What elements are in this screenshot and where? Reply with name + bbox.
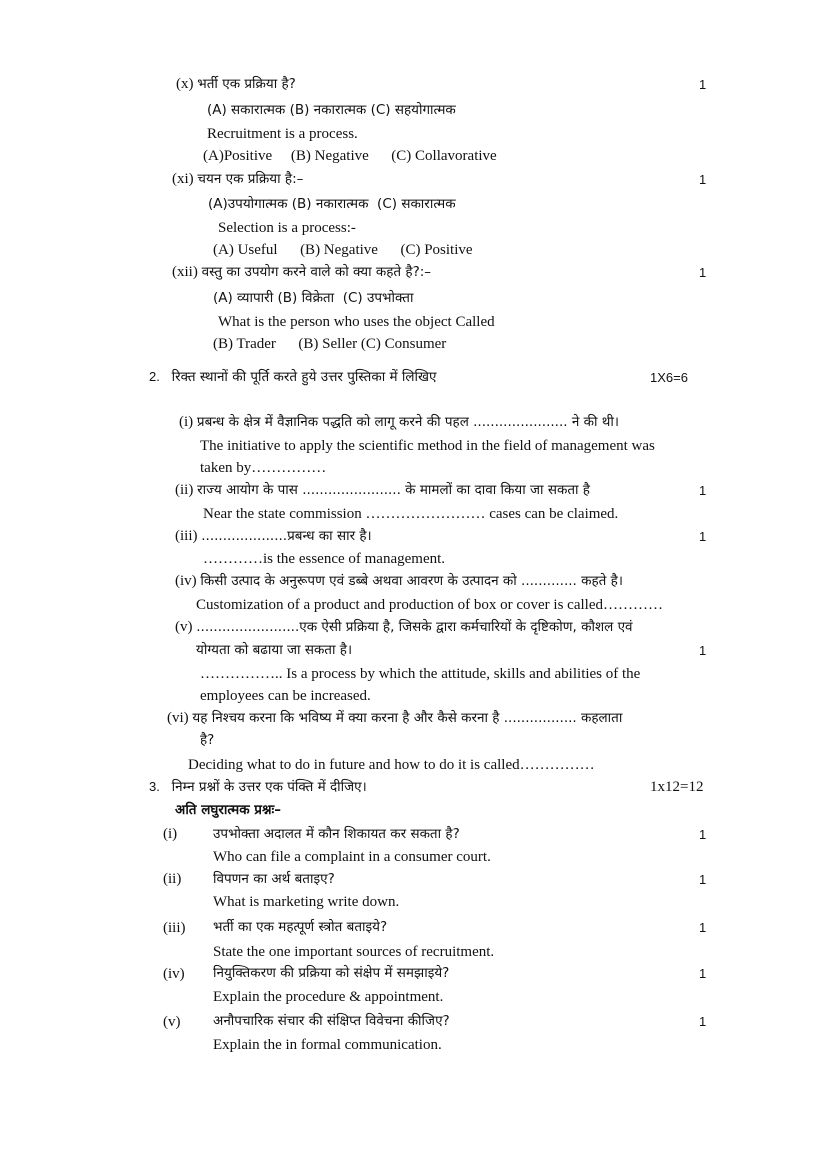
- q2-item-ii: [175, 481, 590, 499]
- item-hindi: यह निश्चय करना कि भविष्य में क्या करना है और कैसे करना है ................. कहलाता: [192, 710, 623, 726]
- item-hindi: उपभोक्ता अदालत में कौन शिकायत कर सकता है?: [213, 826, 460, 842]
- item-english: employees can be increased.: [200, 688, 371, 704]
- item-english: Explain the in formal communication.: [213, 1037, 442, 1053]
- q2-item-vi: [167, 709, 622, 727]
- item-english: The initiative to apply the scientific method in the field of management was: [200, 438, 655, 454]
- item-label: (iv): [175, 573, 197, 589]
- item-english: …………….. Is a process by which the attitude, skills and abilities of the: [200, 666, 641, 682]
- item-label: (v): [175, 619, 193, 635]
- item-label: (ii): [163, 871, 182, 887]
- section-heading: निम्न प्रश्नों के उत्तर एक पंक्ति में दीजिए।: [171, 779, 367, 795]
- item-label: (vi): [167, 710, 189, 726]
- item-label: (ii): [175, 482, 194, 498]
- item-hindi: ........................एक ऐसी प्रक्रिया है, जिसके द्वारा कर्मचारियों के दृष्टिकोण, कौशल एवं: [196, 619, 633, 635]
- question-number: 3.: [149, 779, 160, 794]
- marks: 1: [699, 966, 707, 981]
- item-hindi: विपणन का अर्थ बताइए?: [213, 871, 335, 887]
- item-hindi-cont: है?: [200, 732, 215, 748]
- options-english: (B) Trader (B) Seller (C) Consumer: [213, 336, 447, 352]
- q2-item-i: [179, 413, 619, 431]
- item-english: Customization of a product and production of box or cover is called…………: [196, 597, 663, 613]
- q3-heading: [149, 778, 367, 796]
- item-english: Who can file a complaint in a consumer court.: [213, 849, 491, 865]
- question-number: 2.: [149, 369, 160, 384]
- item-hindi-cont: योग्यता को बढाया जा सकता है।: [196, 642, 353, 658]
- marks: 1: [699, 483, 707, 498]
- item-label: (i): [163, 826, 178, 842]
- question-xii: [172, 263, 431, 281]
- marks: 1: [699, 172, 707, 187]
- section-marks: 1X6=6: [650, 370, 688, 385]
- section-heading: रिक्त स्थानों की पूर्ति करते हुये उत्तर पुस्तिका में लिखिए: [171, 369, 437, 385]
- item-english: Deciding what to do in future and how to do it is called……………: [188, 757, 595, 773]
- item-hindi: अनौपचारिक संचार की संक्षिप्त विवेचना कीजिए?: [213, 1013, 450, 1029]
- question-english: What is the person who uses the object Called: [218, 314, 495, 330]
- options-english: (A)Positive (B) Negative (C) Collavorative: [203, 148, 497, 164]
- question-hindi: वस्तु का उपयोग करने वाले को क्या कहते है?:–: [201, 264, 432, 280]
- question-label: (xii): [172, 264, 198, 280]
- item-english: Explain the procedure & appointment.: [213, 989, 444, 1005]
- item-hindi: प्रबन्ध के क्षेत्र में वैज्ञानिक पद्धति को लागू करने की पहल ...................... ने की थी।: [196, 414, 620, 430]
- question-label: (x): [176, 76, 194, 92]
- q2-item-iii: [175, 527, 372, 545]
- marks: 1: [699, 872, 707, 887]
- q2-heading: [149, 368, 437, 386]
- section-subheading: अति लघुरात्मक प्रश्नः–: [175, 802, 281, 818]
- section-marks: 1x12=12: [650, 779, 704, 795]
- item-label: (iv): [163, 966, 185, 982]
- item-hindi: भर्ती का एक महत्पूर्ण स्त्रोत बताइये?: [213, 919, 388, 935]
- options-hindi: (A) सकारात्मक (B) नकारात्मक (C) सहयोगात्मक: [207, 102, 456, 118]
- question-x: [176, 75, 296, 93]
- marks: 1: [699, 827, 707, 842]
- question-xi: [172, 170, 303, 188]
- item-label: (iii): [163, 920, 186, 936]
- options-hindi: (A)उपयोगात्मक (B) नकारात्मक (C) सकारात्मक: [208, 196, 456, 212]
- marks: 1: [699, 529, 707, 544]
- item-hindi: किसी उत्पाद के अनुरूपण एवं डब्बे अथवा आवरण के उत्पादन को ............. कहते है।: [200, 573, 623, 589]
- question-english: Recruitment is a process.: [207, 126, 358, 142]
- marks: 1: [699, 265, 707, 280]
- item-label: (iii): [175, 528, 198, 544]
- question-hindi: चयन एक प्रक्रिया है:–: [197, 171, 304, 187]
- item-english: State the one important sources of recruitment.: [213, 944, 495, 960]
- q2-item-iv: [175, 572, 623, 590]
- options-english: (A) Useful (B) Negative (C) Positive: [213, 242, 473, 258]
- item-english: What is marketing write down.: [213, 894, 400, 910]
- item-hindi: ....................प्रबन्ध का सार है।: [201, 528, 372, 544]
- marks: 1: [699, 77, 707, 92]
- marks: 1: [699, 643, 707, 658]
- marks: 1: [699, 920, 707, 935]
- item-english: taken by……………: [200, 460, 327, 476]
- question-label: (xi): [172, 171, 194, 187]
- question-hindi: भर्ती एक प्रक्रिया है?: [197, 76, 296, 92]
- item-hindi: नियुक्तिकरण की प्रक्रिया को संक्षेप में समझाइये?: [213, 965, 450, 981]
- marks: 1: [699, 1014, 707, 1029]
- options-hindi: (A) व्यापारी (B) विक्रेता (C) उपभोक्ता: [213, 290, 414, 306]
- item-english: …………is the essence of management.: [203, 551, 446, 567]
- item-hindi: राज्य आयोग के पास ....................... के मामलों का दावा किया जा सकता है: [197, 482, 590, 498]
- question-english: Selection is a process:-: [218, 220, 356, 236]
- item-label: (i): [179, 414, 194, 430]
- item-english: Near the state commission …………………… cases can be claimed.: [203, 506, 619, 522]
- q2-item-v: [175, 618, 633, 636]
- item-label: (v): [163, 1014, 181, 1030]
